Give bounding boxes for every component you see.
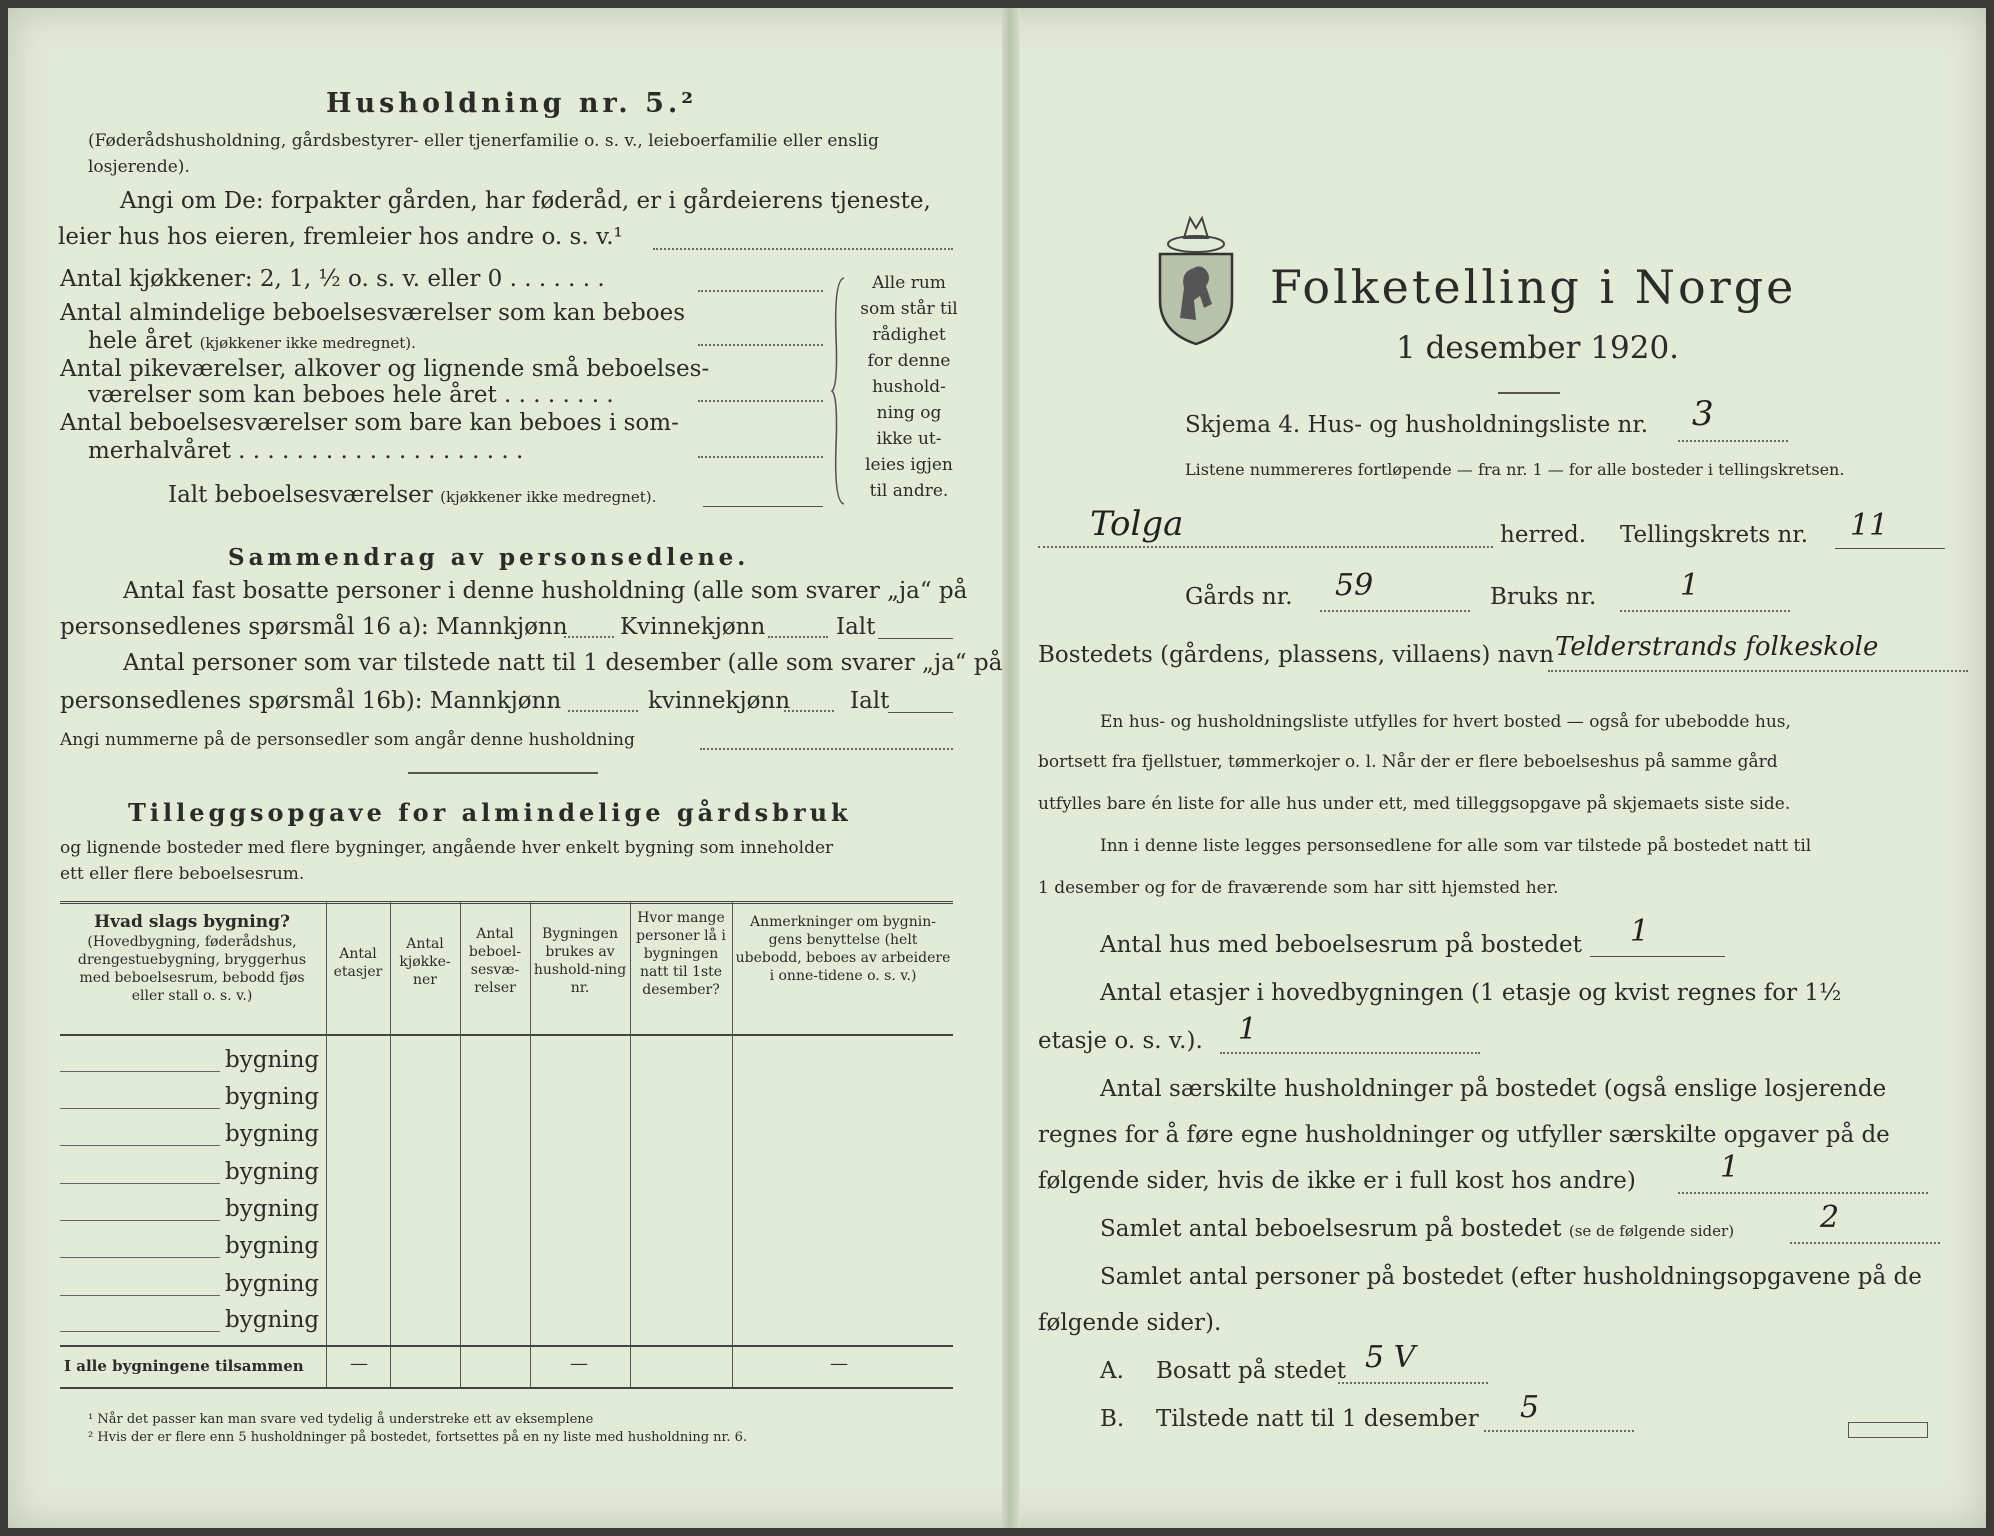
column-divider xyxy=(326,901,327,1387)
resident-male-label: personsedlenes spørsmål 16 a): Mannkjønn xyxy=(60,614,568,640)
header-building-type-title: Hvad slags bygning? xyxy=(94,912,290,932)
present-b-value[interactable]: 5 xyxy=(1520,1390,1540,1425)
header-rooms: Antal beboel-sesvæ-relser xyxy=(468,926,522,996)
household-subtitle: (Føderådshusholdning, gårdsbestyrer- eller tjenerfamilie o. s. v., leieboerfamilie eller enslig losjerende). xyxy=(88,131,879,177)
brace-note xyxy=(854,270,964,504)
holding-number-value[interactable]: 1 xyxy=(1680,568,1700,603)
maid-rooms-line-2: værelser som kan beboes hele året . . . . . . . . xyxy=(88,382,614,408)
kitchens-answer-line[interactable] xyxy=(698,290,823,292)
households-line-3: følgende sider, hvis de ikke er i full kost hos andre) xyxy=(1038,1168,1636,1194)
brace-note-line: ikke ut- xyxy=(876,429,942,449)
form-title: Folketelling i Norge xyxy=(1270,260,1797,314)
row-answer-line[interactable] xyxy=(60,1183,220,1184)
row-answer-line[interactable] xyxy=(60,1108,220,1109)
farm-supplement-title: Tilleggsopgave for almindelige gårdsbruk xyxy=(128,798,852,827)
norway-coat-of-arms-icon xyxy=(1150,208,1242,348)
floors-line xyxy=(1220,1052,1480,1054)
resident-a-label: A. xyxy=(1100,1358,1124,1384)
brace-note-line: ning og xyxy=(876,403,942,423)
holding-number-label: Bruks nr. xyxy=(1490,584,1597,610)
brace-icon xyxy=(830,276,850,506)
farm-supplement-sub-2: ett eller flere beboelsesrum. xyxy=(60,864,305,884)
kitchens-label: Antal kjøkkener: 2, 1, ½ o. s. v. eller 0 . . . . . . . xyxy=(60,266,605,292)
footnote-2: ² Hvis der er flere enn 5 husholdninger på bostedet, fortsettes på en ny liste med husholdning nr. 6. xyxy=(88,1430,748,1445)
instructions-line-3: utfylles bare én liste for alle hus under ett, med tilleggsopgave på skjemaets siste side. xyxy=(1038,794,1791,814)
slip-numbers-answer[interactable] xyxy=(700,748,953,750)
present-b-text: Tilstede natt til 1 desember xyxy=(1156,1406,1479,1432)
census-date: 1 desember 1920. xyxy=(1396,330,1680,366)
households-line-2: regnes for å føre egne husholdninger og utfyller særskilte opgaver på de xyxy=(1038,1122,1890,1148)
houses-label: Antal hus med beboelsesrum på bostedet xyxy=(1100,932,1582,958)
row-label-building: bygning xyxy=(225,1196,320,1222)
printer-stamp-icon xyxy=(1848,1422,1928,1438)
place-name-line xyxy=(1548,670,1968,672)
total-dash: — xyxy=(350,1353,368,1374)
schema-number-line xyxy=(1678,440,1788,442)
row-answer-line[interactable] xyxy=(60,1295,220,1296)
column-divider xyxy=(630,901,631,1387)
municipality-value[interactable]: Tolga xyxy=(1090,504,1184,544)
header-floors: Antal etasjer xyxy=(333,946,383,980)
title-divider xyxy=(1498,392,1560,394)
row-label-building: bygning xyxy=(225,1084,320,1110)
place-name-label: Bostedets (gårdens, plassens, villaens) navn xyxy=(1038,642,1554,668)
total-row-label: I alle bygningene tilsammen xyxy=(64,1357,304,1375)
instructions-line-5: 1 desember og for de fraværende som har sitt hjemsted her. xyxy=(1038,878,1559,898)
municipality-label: herred. xyxy=(1500,522,1587,548)
header-kitchens: Antal kjøkke-ner xyxy=(399,936,451,988)
total-rooms-place-value[interactable]: 2 xyxy=(1820,1200,1840,1235)
brace-note-line: leies igjen xyxy=(865,455,953,475)
ordinary-rooms-line-1: Antal almindelige beboelsesværelser som kan beboes xyxy=(60,300,686,326)
total-dash: — xyxy=(830,1353,848,1374)
right-page xyxy=(1020,8,1986,1528)
present-total-answer[interactable] xyxy=(888,712,953,713)
row-label-building: bygning xyxy=(225,1271,320,1297)
table-bottom-rule xyxy=(60,1387,953,1389)
total-rooms-answer-line[interactable] xyxy=(703,506,823,507)
maid-rooms-line-1: Antal pikeværelser, alkover og lignende små beboelses- xyxy=(60,356,710,382)
row-label-building: bygning xyxy=(225,1233,320,1259)
brace-note-line: Alle rum xyxy=(872,273,946,293)
footnote-1: ¹ Når det passer kan man svare ved tydelig å understreke ett av eksemplene xyxy=(88,1412,594,1427)
brace-note-line: for denne xyxy=(867,351,951,371)
present-male-label: personsedlenes spørsmål 16b): Mannkjønn xyxy=(60,688,562,714)
ordinary-rooms-answer-line[interactable] xyxy=(698,344,823,346)
angi-line-1: Angi om De: forpakter gården, har føderåd, er i gårdeierens tjeneste, xyxy=(120,188,931,214)
angi-line-2: leier hus hos eieren, fremleier hos andre o. s. v.¹ xyxy=(58,224,623,250)
place-name-value[interactable]: Telderstrands folkeskole xyxy=(1555,632,1879,662)
resident-male-answer[interactable] xyxy=(564,636,614,638)
floors-line-2: etasje o. s. v.). xyxy=(1038,1028,1203,1054)
summer-rooms-line-2: merhalvåret . . . . . . . . . . . . . . . . . . . . xyxy=(88,438,524,464)
floors-line-1: Antal etasjer i hovedbygningen (1 etasje og kvist regnes for 1½ xyxy=(1100,980,1842,1006)
holding-number-line xyxy=(1620,610,1790,612)
households-line-1: Antal særskilte husholdninger på bostedet (også enslige losjerende xyxy=(1100,1076,1887,1102)
row-label-building: bygning xyxy=(225,1307,320,1333)
summary-title: Sammendrag av personsedlene. xyxy=(228,544,750,571)
brace-note-line: rådighet xyxy=(872,325,946,345)
farm-number-line xyxy=(1320,610,1470,612)
ordinary-rooms-note: (kjøkkener ikke medregnet). xyxy=(199,334,416,352)
present-b-label: B. xyxy=(1100,1406,1125,1432)
angi-answer-line[interactable] xyxy=(653,248,953,250)
resident-total-answer[interactable] xyxy=(878,638,953,639)
column-divider xyxy=(460,901,461,1387)
present-b-line xyxy=(1484,1430,1634,1432)
resident-line-1: Antal fast bosatte personer i denne husholdning (alle som svarer „ja“ på xyxy=(123,578,968,604)
instructions-line-2: bortsett fra fjellstuer, tømmerkojer o. l. Når der er flere beboelseshus på samme gård xyxy=(1038,752,1778,772)
row-answer-line[interactable] xyxy=(60,1331,220,1332)
district-value[interactable]: 11 xyxy=(1850,508,1889,543)
houses-value[interactable]: 1 xyxy=(1630,914,1650,949)
column-divider xyxy=(530,901,531,1387)
farm-number-label: Gårds nr. xyxy=(1185,584,1293,610)
total-rooms-place-line xyxy=(1790,1242,1940,1244)
left-page xyxy=(8,8,1002,1528)
column-divider xyxy=(390,901,391,1387)
household-title: Husholdning nr. 5.² xyxy=(326,88,698,119)
page-fold xyxy=(1002,8,1020,1528)
households-value[interactable]: 1 xyxy=(1720,1150,1740,1185)
floors-value[interactable]: 1 xyxy=(1238,1012,1258,1047)
district-line xyxy=(1835,548,1945,549)
section-divider xyxy=(408,772,598,774)
total-rooms-place-label xyxy=(1100,1216,1734,1242)
ordinary-rooms-line-2 xyxy=(88,328,416,354)
row-answer-line[interactable] xyxy=(60,1220,220,1221)
row-answer-line[interactable] xyxy=(60,1145,220,1146)
row-answer-line[interactable] xyxy=(60,1071,220,1072)
header-remarks: Anmerkninger om bygnin-gens benyttelse (helt ubebodd, beboes av arbeidere i onne-tidene o. s. v.) xyxy=(735,914,951,984)
present-total-label: Ialt xyxy=(850,688,890,714)
resident-a-line xyxy=(1338,1382,1488,1384)
present-female-answer[interactable] xyxy=(784,710,834,712)
total-persons-line-2: følgende sider). xyxy=(1038,1310,1222,1336)
numbering-note: Listene nummereres fortløpende — fra nr. 1 — for alle bosteder i tellingskretsen. xyxy=(1185,460,1845,479)
houses-line xyxy=(1590,956,1725,957)
instructions-line-1: En hus- og husholdningsliste utfylles for hvert bosted — også for ubebodde hus, xyxy=(1100,712,1791,732)
municipality-line xyxy=(1038,546,1493,548)
total-rooms-place-note: (se de følgende sider) xyxy=(1568,1222,1735,1240)
resident-a-value[interactable]: 5 V xyxy=(1365,1340,1416,1375)
header-building-type xyxy=(60,911,324,1005)
resident-female-label: Kvinnekjønn xyxy=(620,614,766,640)
row-answer-line[interactable] xyxy=(60,1257,220,1258)
total-rooms-label xyxy=(168,482,656,508)
households-line xyxy=(1678,1192,1928,1194)
ordinary-rooms-text: hele året xyxy=(88,328,193,354)
total-row-top-rule xyxy=(60,1345,953,1347)
resident-total-label: Ialt xyxy=(836,614,876,640)
brace-note-line: hushold- xyxy=(872,377,946,397)
farm-supplement-sub-1: og lignende bosteder med flere bygninger, angående hver enkelt bygning som inneholder xyxy=(60,838,834,858)
header-building-type-note: (Hovedbygning, føderådshus, drengestuebygning, bryggerhus med beboelsesrum, bebodd fjøs eller stall o. s. v.) xyxy=(77,934,307,1004)
total-persons-line-1: Samlet antal personer på bostedet (efter husholdningsopgavene på de xyxy=(1100,1264,1922,1290)
slip-numbers-label: Angi nummerne på de personsedler som angår denne husholdning xyxy=(60,730,635,750)
census-form-sheet xyxy=(8,8,1986,1528)
header-household-no: Bygningen brukes av hushold-ning nr. xyxy=(533,926,627,996)
present-female-label: kvinnekjønn xyxy=(648,688,791,714)
summer-rooms-line-1: Antal beboelsesværelser som bare kan beboes i som- xyxy=(60,410,679,436)
maid-rooms-answer-line[interactable] xyxy=(698,400,823,402)
row-label-building: bygning xyxy=(225,1159,320,1185)
total-rooms-note: (kjøkkener ikke medregnet). xyxy=(440,488,657,506)
present-line-1: Antal personer som var tilstede natt til 1 desember (alle som svarer „ja“ på xyxy=(123,650,1003,676)
resident-female-answer[interactable] xyxy=(768,636,828,638)
brace-note-line: til andre. xyxy=(869,481,949,501)
brace-note-line: som står til xyxy=(860,299,958,319)
total-rooms-text: Ialt beboelsesværelser xyxy=(168,482,433,508)
instructions-line-4: Inn i denne liste legges personsedlene for alle som var tilstede på bostedet natt til xyxy=(1100,836,1812,856)
row-label-building: bygning xyxy=(225,1121,320,1147)
schema-number[interactable]: 3 xyxy=(1692,394,1714,434)
total-dash: — xyxy=(570,1353,588,1374)
resident-a-text: Bosatt på stedet xyxy=(1156,1358,1347,1384)
summer-rooms-answer-line[interactable] xyxy=(698,456,823,458)
total-rooms-place-text: Samlet antal beboelsesrum på bostedet xyxy=(1100,1216,1562,1242)
schema-label: Skjema 4. Hus- og husholdningsliste nr. xyxy=(1185,412,1649,438)
farm-number-value[interactable]: 59 xyxy=(1335,568,1374,603)
row-label-building: bygning xyxy=(225,1047,320,1073)
header-persons: Hvor mange personer lå i bygningen natt til 1ste desember? xyxy=(636,910,726,998)
present-male-answer[interactable] xyxy=(568,710,638,712)
column-divider xyxy=(732,901,733,1387)
district-label: Tellingskrets nr. xyxy=(1620,522,1809,548)
